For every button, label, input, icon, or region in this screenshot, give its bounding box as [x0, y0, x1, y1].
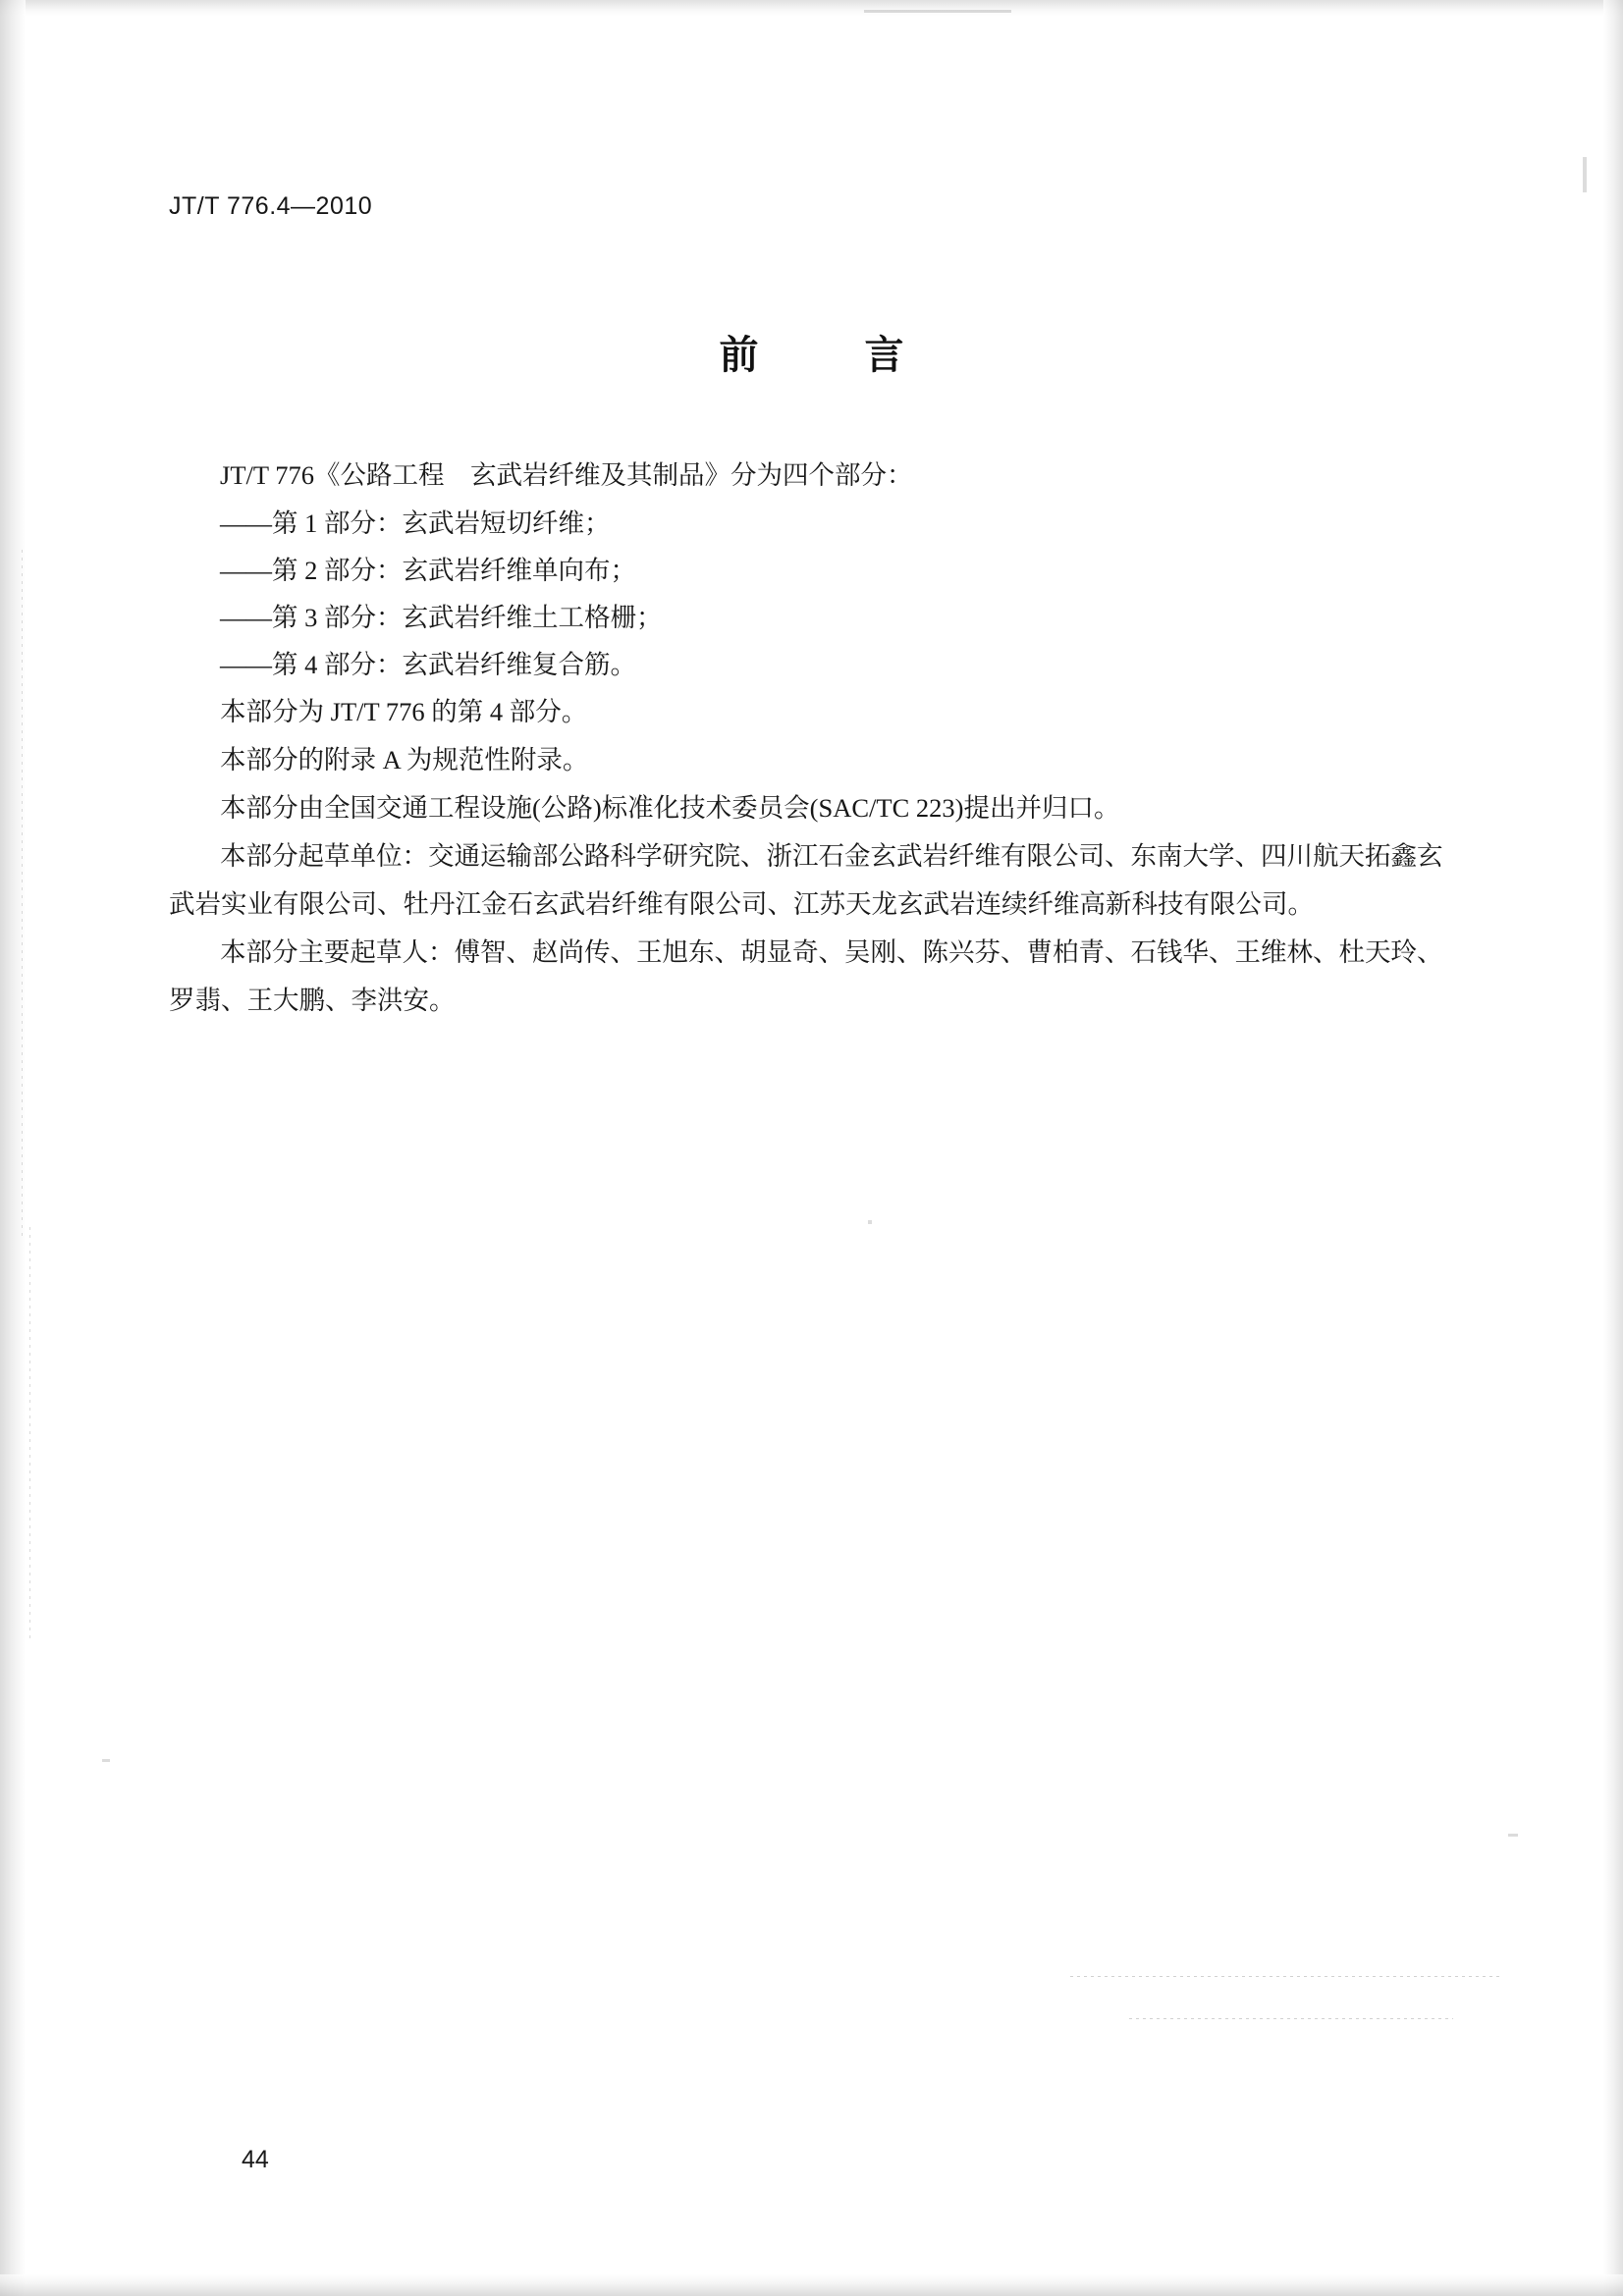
page-title: 前 言 [719, 333, 938, 378]
paragraph-main-drafters: 本部分主要起草人：傅智、赵尚传、王旭东、胡显奇、吴刚、陈兴芬、曹柏青、石钱华、王维林、杜天玲、罗翡、王大鹏、李洪安。 [169, 937, 1443, 1015]
list-item-part-4: ——第 4 部分：玄武岩纤维复合筋。 [220, 650, 636, 679]
paragraph-issuing-committee: 本部分由全国交通工程设施(公路)标准化技术委员会(SAC/TC 223)提出并归口。 [220, 793, 1120, 823]
list-item-part-1: ——第 1 部分：玄武岩短切纤维； [220, 508, 611, 538]
scan-dotted-artifact [29, 1227, 30, 1639]
scan-speck [864, 10, 1011, 13]
scan-edge-bottom [0, 2274, 1623, 2296]
paragraph-intro: JT/T 776《公路工程 玄武岩纤维及其制品》分为四个部分： [220, 460, 913, 490]
list-item-part-2: ——第 2 部分：玄武岩纤维单向布； [220, 556, 636, 585]
scan-speck [1508, 1834, 1518, 1837]
scan-speck [1583, 157, 1587, 192]
document-header-code: JT/T 776.4—2010 [169, 192, 373, 220]
list-item-part-3: ——第 3 部分：玄武岩纤维土工格栅； [220, 603, 663, 632]
paragraph-annex: 本部分的附录 A 为规范性附录。 [220, 745, 589, 774]
scan-speck [102, 1759, 110, 1762]
scan-dotted-artifact [1070, 1976, 1502, 1977]
scan-dotted-artifact [22, 550, 23, 1237]
paragraph-this-part: 本部分为 JT/T 776 的第 4 部分。 [220, 697, 588, 726]
paragraph-drafting-organizations: 本部分起草单位：交通运输部公路科学研究院、浙江石金玄武岩纤维有限公司、东南大学、四川航天拓鑫玄武岩实业有限公司、牡丹江金石玄武岩纤维有限公司、江苏天龙玄武岩连续纤维高新科技有限公司。 [169, 841, 1443, 919]
page-number: 44 [242, 2146, 269, 2173]
scan-dotted-artifact [1129, 2018, 1453, 2019]
scan-edge-top [0, 0, 1623, 16]
scan-speck [868, 1220, 872, 1224]
document-body [169, 452, 1465, 1025]
